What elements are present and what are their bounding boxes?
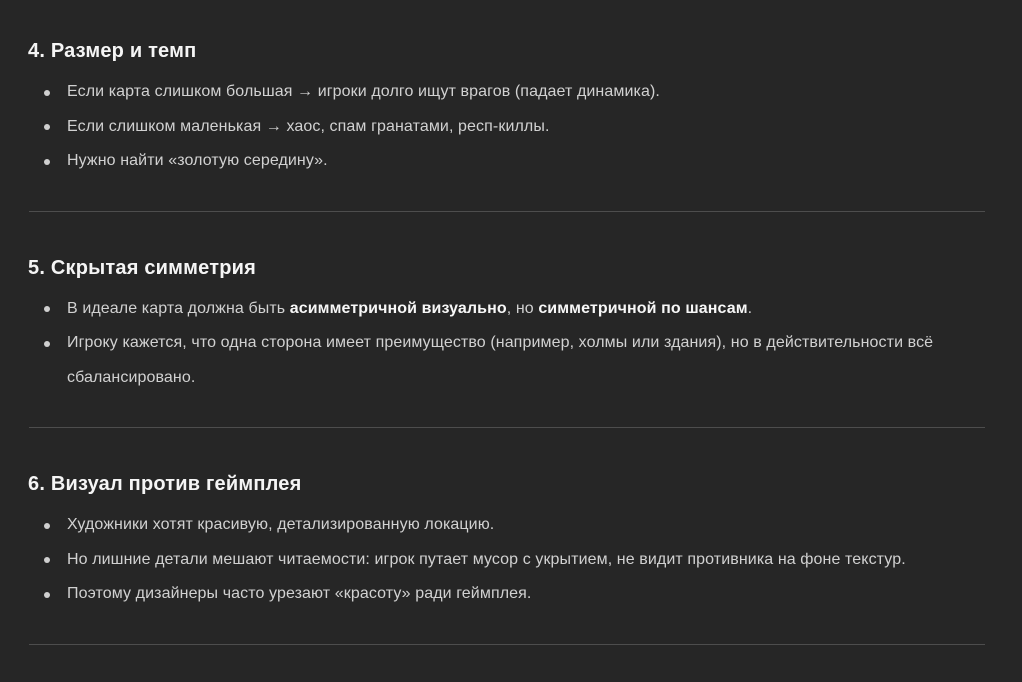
bullet-item xyxy=(67,144,985,179)
text-run: Художники хотят красивую, детализированную локацию. xyxy=(67,516,495,533)
section-heading: 6. Визуал против геймплея xyxy=(28,473,302,495)
bullet-item xyxy=(67,543,985,578)
bullet-item xyxy=(67,577,985,612)
bullet-dot-icon xyxy=(44,306,50,312)
bullet-list xyxy=(28,75,985,179)
text-run: Игроку кажется, что одна сторона имеет преимущество (например, холмы или здания), но в действительности всё сбалансировано. xyxy=(67,334,934,386)
bullet-dot-icon xyxy=(44,124,50,130)
section-heading: 5. Скрытая симметрия xyxy=(28,256,256,279)
bullet-dot-icon xyxy=(44,523,50,529)
section xyxy=(28,255,985,429)
bullet-list xyxy=(28,292,985,396)
bullet-item xyxy=(67,292,985,327)
section-divider xyxy=(29,644,985,645)
bullet-dot-icon xyxy=(44,592,50,598)
bold-text-run: асимметричной визуально xyxy=(289,299,507,317)
text-run: Если карта слишком большая → игроки долго ищут врагов (падает динамика). xyxy=(67,83,660,100)
bullet-item xyxy=(67,75,985,110)
bullet-dot-icon xyxy=(44,90,50,96)
bold-text-run: симметричной по шансам xyxy=(538,299,748,317)
bullet-item xyxy=(67,326,985,395)
bullet-dot-icon xyxy=(44,557,50,563)
text-run: В идеале карта должна быть xyxy=(67,299,290,317)
bullet-list xyxy=(28,508,985,612)
section-divider xyxy=(29,211,985,212)
text-run: Если слишком маленькая → хаос, спам гранатами, респ-киллы. xyxy=(67,117,550,135)
section-divider xyxy=(29,427,985,428)
text-run: . xyxy=(747,299,753,317)
text-run: Нужно найти «золотую середину». xyxy=(67,152,328,169)
bullet-item xyxy=(67,110,985,145)
text-run: , но xyxy=(506,299,539,317)
section xyxy=(28,38,985,212)
text-run: Но лишние детали мешают читаемости: игрок путает мусор с укрытием, не видит противника на фоне текстур. xyxy=(67,550,906,568)
text-run: Поэтому дизайнеры часто урезают «красоту» ради геймплея. xyxy=(67,585,532,602)
bullet-item xyxy=(67,508,985,543)
section-heading: 4. Размер и темп xyxy=(28,40,197,62)
bullet-dot-icon xyxy=(44,341,50,347)
section xyxy=(28,471,985,645)
bullet-dot-icon xyxy=(44,159,50,165)
